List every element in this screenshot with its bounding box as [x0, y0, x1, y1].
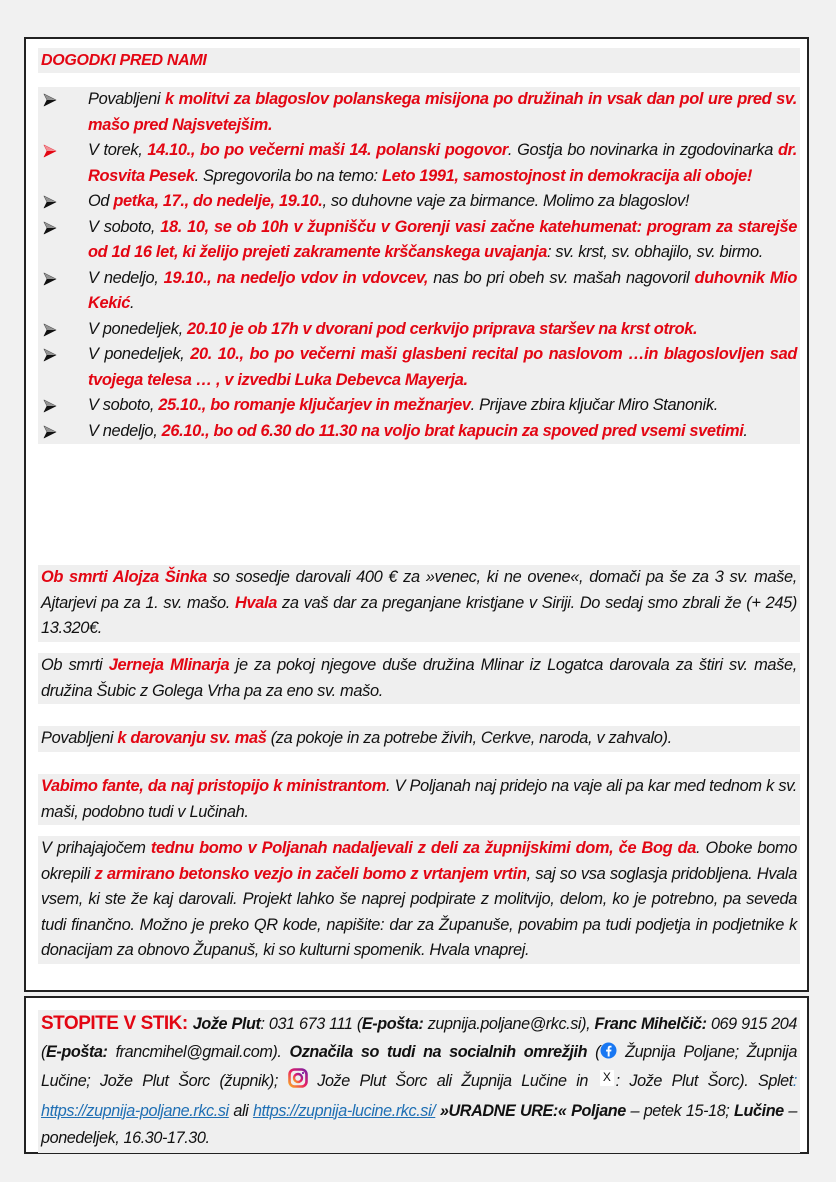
highlight-text: tednu bomo v Poljanah nadaljevali z deli za župnijskimi dom, če Bog da: [150, 839, 697, 857]
body-text: V torek,: [88, 141, 148, 159]
body-text: . Gostja bo novinarka in zgodovinarka: [507, 141, 778, 159]
office-hours-label: »URADNE URE:«: [435, 1101, 572, 1120]
highlight-text: 18. 10, se ob 10h v župnišču v Gorenji vasi začne katehumenat: program za starejše od 1d 16 let, ki želijo prejeti zakramente krščanskega uvajanja: [88, 217, 797, 261]
body-text: V soboto,: [88, 396, 159, 414]
body-text: V ponedeljek,: [88, 345, 191, 363]
or-text: ali: [228, 1101, 253, 1120]
facebook-icon[interactable]: [600, 1041, 617, 1069]
arrow-bullet-icon: [42, 317, 58, 342]
instagram-accounts: Jože Plut Šorc ali Župnija Lučine in: [307, 1072, 598, 1090]
event-list: [38, 87, 800, 444]
contact-email-1[interactable]: zupnija.poljane@rkc.si),: [423, 1015, 595, 1033]
body-text: . Oboke bomo okrepili: [41, 839, 797, 883]
body-text: Od: [88, 192, 114, 210]
event-text: [88, 192, 689, 210]
highlight-text: Vabimo fante, da naj pristopijo k ministrantom: [41, 777, 386, 795]
event-item: [38, 87, 800, 138]
office-time-1: – petek 15-18;: [625, 1101, 735, 1120]
highlight-text: Hvala: [234, 593, 277, 612]
highlight-text: 19.10., na nedeljo vdov in vdovcev,: [163, 268, 429, 287]
body-text: , saj so vsa soglasja pridobljena. Hvala vsem, ki ste že kaj darovali. Projekt lahko še naprej podpirate z molitvijo, delom, ko je potrebno, pa seveda tudi finančno. Možno je preko QR kode, napišite: dar za Županuše, povabim pa tudi podjetja in podjetnike k donacijam za obnovo Županuš, ki so kulturni spomenik. Hvala vnaprej.: [41, 864, 797, 959]
highlight-text: 20.10 je ob 17h v dvorani pod cerkvijo priprava staršev na krst otrok.: [186, 319, 698, 338]
highlight-text: duhovnik Mio Kekić: [88, 268, 797, 312]
link-poljane[interactable]: https://zupnija-poljane.rkc.si: [41, 1101, 229, 1120]
highlight-text: 25.10., bo romanje ključarjev in mežnarjev: [158, 396, 471, 414]
body-text: . Spregovorila bo na temo:: [194, 166, 382, 185]
paragraph-mass-offering: [38, 726, 800, 752]
event-item: [38, 215, 800, 266]
instagram-icon[interactable]: [288, 1068, 308, 1098]
event-text: [88, 90, 797, 134]
arrow-bullet-icon: [42, 87, 58, 112]
section-heading: DOGODKI PRED NAMI: [38, 48, 800, 73]
event-text: [88, 320, 697, 338]
web-colon: :: [792, 1072, 797, 1090]
body-text: V ponedeljek,: [88, 319, 187, 338]
highlight-text: z armirano betonsko vezjo in začeli bomo z vrtanjem vrtin: [94, 864, 527, 883]
event-text: [88, 396, 718, 414]
event-text: [88, 141, 797, 185]
facebook-accounts: Župnija Poljane; Župnija Lučine; Jože Plut Šorc (župnik);: [41, 1042, 797, 1090]
email-label-1: E-pošta:: [361, 1015, 424, 1033]
x-accounts: : Jože Plut Šorc). Splet: [615, 1072, 793, 1090]
arrow-bullet-icon: [42, 266, 58, 291]
event-item: [38, 138, 800, 189]
contact-heading: STOPITE V STIK: [41, 1013, 182, 1034]
highlight-text: 20. 10., bo po večerni maši glasbeni recital po naslovom …in blagoslovljen sad tvojega telesa … , v izvedbi Luka Debevca Mayerja.: [88, 345, 798, 389]
contact-panel: [24, 996, 809, 1154]
body-text: so sosedje darovali 400 € za »venec, ki ne ovene«, domači pa še za 3 sv. maše, Ajtarjevi pa za 1. sv. mašo.: [41, 568, 797, 612]
highlight-text: dr. Rosvita Pesek: [88, 141, 797, 185]
body-text: .: [743, 421, 748, 440]
paragraph-donation-sinko: [38, 565, 800, 642]
office-place-2: Lučine: [734, 1101, 784, 1120]
highlight-text: Jerneja Mlinarja: [108, 656, 230, 674]
contact-name-2: Franc Mihelčič:: [594, 1015, 707, 1033]
contact-phone-1: : 031 673 111 (: [260, 1015, 362, 1033]
body-text: Povabljeni: [88, 90, 165, 108]
event-item: [38, 393, 800, 419]
contact-heading-colon: :: [181, 1013, 193, 1034]
body-text: V nedeljo,: [88, 268, 164, 287]
event-item: [38, 266, 800, 317]
highlight-text: k darovanju sv. maš: [117, 729, 267, 747]
highlight-text: Leto 1991, samostojnost in demokracija ali oboje!: [381, 166, 752, 185]
x-icon[interactable]: X: [600, 1070, 614, 1086]
body-text: Ob smrti: [41, 656, 109, 674]
body-text: nas bo pri obeh sv. mašah nagovoril: [428, 268, 695, 287]
event-item: [38, 342, 800, 393]
event-text: [88, 345, 797, 389]
body-text: za vaš dar za preganjane kristjane v Siriji. Do sedaj smo zbrali že (+ 245) 13.320€.: [41, 593, 797, 637]
paren: (: [587, 1042, 601, 1061]
body-text: . Prijave zbira ključar Miro Stanonik.: [470, 396, 718, 414]
highlight-text: petka, 17., do nedelje, 19.10.: [113, 192, 323, 210]
highlight-text: 26.10., bo od 6.30 do 11.30 na voljo brat kapucin za spoved pred vsemi svetimi: [161, 421, 744, 440]
body-text: , so duhovne vaje za birmance. Molimo za blagoslov!: [322, 192, 690, 210]
body-text: V prihajajočem: [41, 839, 151, 857]
event-item: [38, 317, 800, 343]
event-text: [88, 218, 797, 262]
arrow-bullet-icon: [42, 189, 58, 214]
contact-name-1: Jože Plut: [192, 1015, 261, 1033]
arrow-bullet-icon: [42, 342, 58, 367]
paragraph-altar-boys: [38, 774, 800, 825]
contact-email-2[interactable]: francmihel@gmail.com).: [107, 1042, 290, 1061]
highlight-text: Ob smrti Alojza Šinka: [41, 568, 207, 586]
body-text: je za pokoj njegove duše družina Mlinar iz Logatca darovala za štiri sv. maše, družina Šubic z Golega Vrha pa za eno sv. mašo.: [41, 656, 797, 700]
office-place-1: Poljane: [571, 1101, 626, 1120]
body-text: V soboto,: [88, 217, 161, 236]
arrow-bullet-icon: [42, 215, 58, 240]
highlight-text: 14.10., bo po večerni maši 14. polanski pogovor: [147, 141, 508, 159]
office-time-2: – ponedeljek, 16.30-17.30.: [41, 1101, 797, 1147]
events-panel: [24, 37, 809, 992]
contact-info: [38, 1010, 800, 1153]
paragraph-parish-house: [38, 836, 800, 964]
event-text: [88, 269, 797, 313]
body-text: .: [130, 294, 135, 312]
paragraph-donation-mlinar: [38, 653, 800, 704]
event-item: [38, 419, 800, 445]
social-label: Označila so tudi na socialnih omrežjih: [289, 1042, 588, 1061]
highlight-text: k molitvi za blagoslov polanskega misijona po družinah in vsak dan pol ure pred sv. mašo pred Najsvetejšim.: [88, 90, 797, 134]
link-lucine[interactable]: https://zupnija-lucine.rkc.si/: [252, 1101, 436, 1120]
arrow-bullet-icon: [42, 393, 58, 418]
body-text: . V Poljanah naj pridejo na vaje ali pa kar med tednom k sv. maši, podobno tudi v Lučinah.: [41, 777, 798, 821]
contact-phone-2: 069 915 204 (: [41, 1015, 798, 1061]
event-item: [38, 189, 800, 215]
arrow-bullet-icon: [42, 138, 58, 163]
email-label-2: E-pošta:: [46, 1042, 108, 1061]
body-text: : sv. krst, sv. obhajilo, sv. birmo.: [546, 243, 763, 261]
body-text: V nedeljo,: [88, 421, 162, 440]
arrow-bullet-icon: [42, 419, 58, 444]
body-text: (za pokoje in za potrebe živih, Cerkve, naroda, v zahvalo).: [266, 729, 672, 747]
body-text: Povabljeni: [41, 729, 118, 747]
event-text: [88, 422, 748, 440]
